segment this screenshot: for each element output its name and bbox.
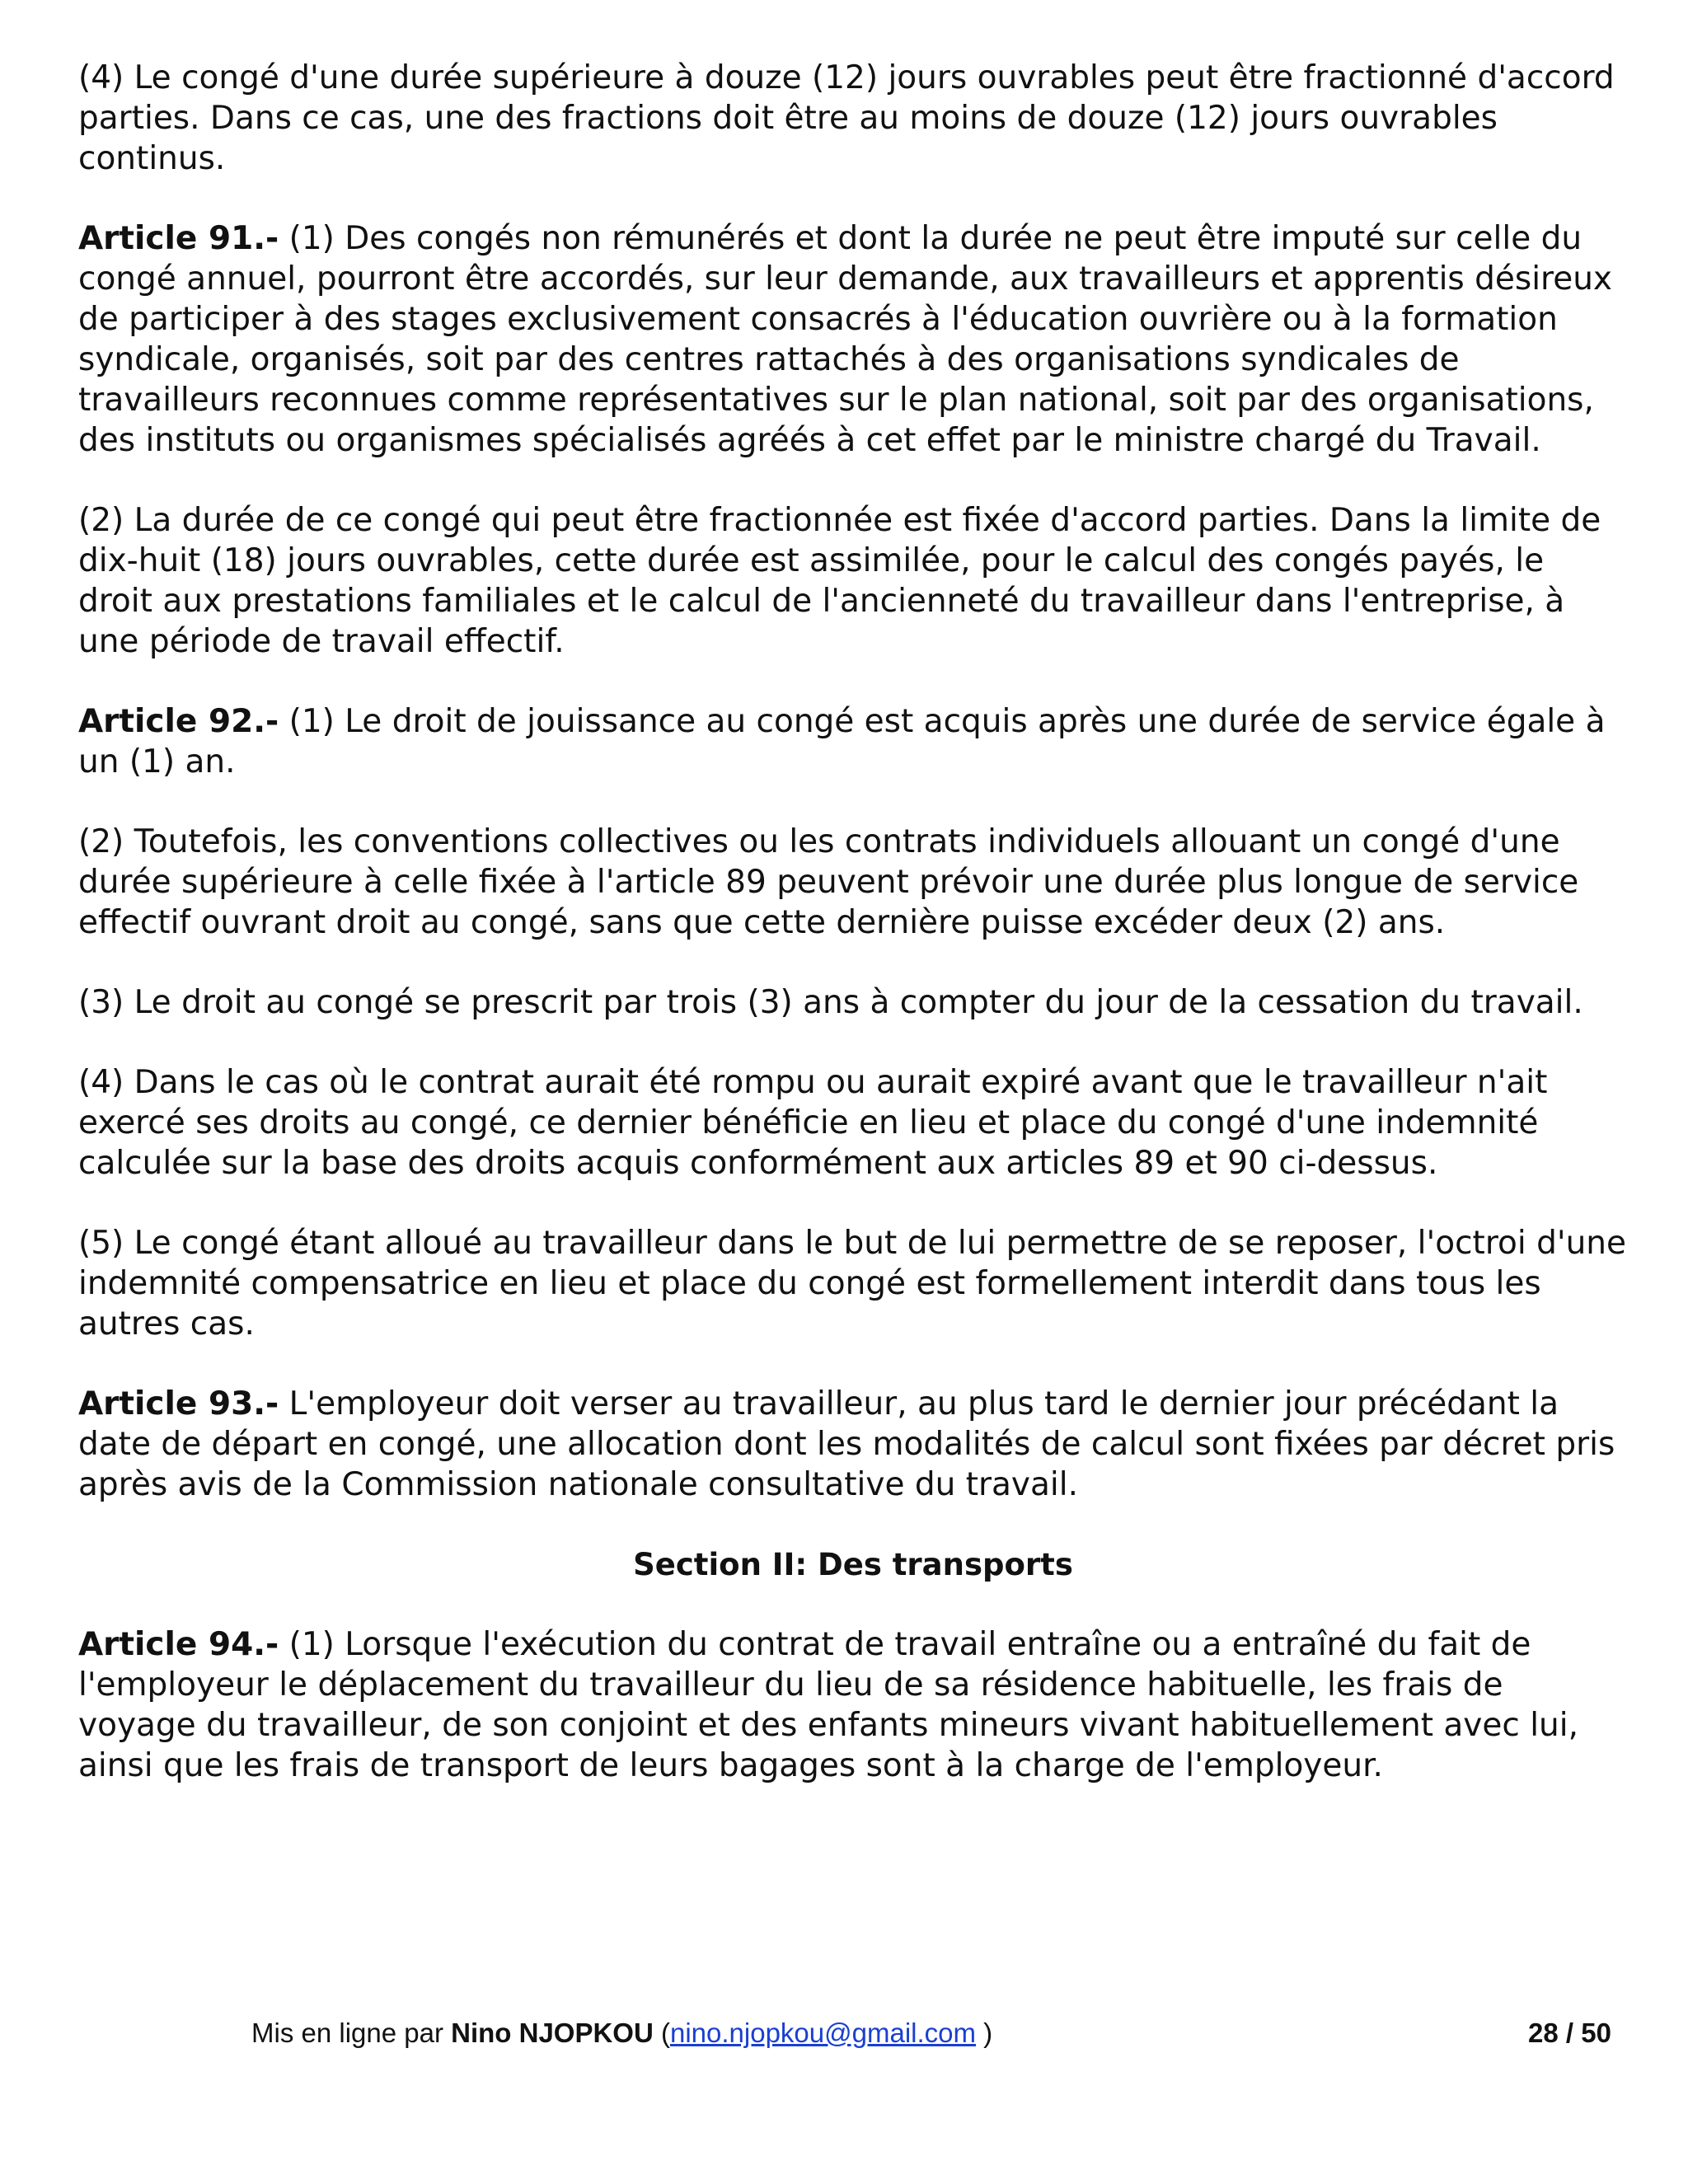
footer-prefix: Mis en ligne par bbox=[251, 2018, 452, 2048]
paragraph-text: L'employeur doit verser au travailleur, au plus tard le dernier jour précédant la date de départ en congé, une allocation dont les modalités de calcul sont fixées par décret pris après avis de la Commission nationale consultative du travail. bbox=[78, 1385, 1615, 1503]
article-92-paragraph-3 bbox=[78, 982, 1628, 1023]
page-number bbox=[1528, 2017, 1611, 2050]
paragraph-text: (4) Le congé d'une durée supérieure à douze (12) jours ouvrables peut être fractionné d'accord parties. Dans ce cas, une des fractions doit être au moins de douze (12) jours ouvrables continus. bbox=[78, 59, 1615, 177]
footer-author: Nino NJOPKOU bbox=[451, 2018, 654, 2048]
paragraph-text: (2) Toutefois, les conventions collectives ou les contrats individuels allouant un congé d'une durée supérieure à celle fixée à l'article 89 peuvent prévoir une durée plus longue de service effectif ouvrant droit au congé, sans que cette dernière puisse excéder deux (2) ans. bbox=[78, 823, 1579, 941]
footer-open-paren: ( bbox=[653, 2018, 670, 2048]
paragraph-text: (1) Le droit de jouissance au congé est acquis après une durée de service égale à un (1) an. bbox=[78, 703, 1606, 780]
article-91-paragraph-2 bbox=[78, 500, 1628, 662]
article-92-label: Article 92.- bbox=[78, 703, 279, 740]
paragraph-text: (5) Le congé étant alloué au travailleur dans le but de lui permettre de se reposer, l'octroi d'une indemnité compensatrice en lieu et place du congé est formellement interdit dans tous les autres cas. bbox=[78, 1225, 1626, 1343]
page-total: 50 bbox=[1581, 2018, 1611, 2048]
article-93-label: Article 93.- bbox=[78, 1385, 279, 1422]
paragraph-text: (2) La durée de ce congé qui peut être fractionnée est fixée d'accord parties. Dans la limite de dix-huit (18) jours ouvrables, cette durée est assimilée, pour le calcul des congés payés, le droit aux prestations familiales et le calcul de l'ancienneté du travailleur dans l'entreprise, à une période de travail effectif. bbox=[78, 502, 1601, 660]
section-heading: Section II: Des transports bbox=[633, 1547, 1073, 1582]
article-94-paragraph-1 bbox=[78, 1624, 1628, 1786]
article-92-paragraph-4 bbox=[78, 1062, 1628, 1183]
paragraph-text: (3) Le droit au congé se prescrit par trois (3) ans à compter du jour de la cessation du travail. bbox=[78, 984, 1583, 1021]
page-current: 28 bbox=[1528, 2018, 1559, 2048]
article-91-paragraph-1 bbox=[78, 218, 1628, 461]
paragraph-text: (1) Lorsque l'exécution du contrat de travail entraîne ou a entraîné du fait de l'employeur le déplacement du travailleur du lieu de sa résidence habituelle, les frais de voyage du travailleur, de son conjoint et des enfants mineurs vivant habituellement avec lui, ainsi que les frais de transport de leurs bagages sont à la charge de l'employeur. bbox=[78, 1626, 1578, 1784]
paragraph-text: (1) Des congés non rémunérés et dont la durée ne peut être imputé sur celle du congé annuel, pourront être accordés, sur leur demande, aux travailleurs et apprentis désireux de participer à des stages exclusivement consacrés à l'éducation ouvrière ou à la formation syndicale, organisés, soit par des centres rattachés à des organisations syndicales de travailleurs reconnues comme représentatives sur le plan national, soit par des organisations, des instituts ou organismes spécialisés agréés à cet effet par le ministre chargé du Travail. bbox=[78, 220, 1612, 459]
footer-credit bbox=[251, 2017, 992, 2050]
article-92-paragraph-1 bbox=[78, 701, 1628, 782]
paragraph-90-4 bbox=[78, 58, 1628, 179]
footer-email-link[interactable]: nino.njopkou@gmail.com bbox=[669, 2018, 977, 2048]
article-92-paragraph-2 bbox=[78, 822, 1628, 943]
page-footer bbox=[251, 2017, 1611, 2058]
article-92-paragraph-5 bbox=[78, 1223, 1628, 1344]
paragraph-text: (4) Dans le cas où le contrat aurait été rompu ou aurait expiré avant que le travailleur n'ait exercé ses droits au congé, ce dernier bénéficie en lieu et place du congé d'une indemnité calculée sur la base des droits acquis conformément aux articles 89 et 90 ci-dessus. bbox=[78, 1064, 1548, 1182]
article-93-paragraph-1 bbox=[78, 1384, 1628, 1505]
article-94-label: Article 94.- bbox=[78, 1626, 279, 1663]
document-page bbox=[78, 58, 1628, 1825]
footer-close-paren: ) bbox=[976, 2018, 993, 2048]
page-separator: / bbox=[1558, 2018, 1582, 2048]
article-91-label: Article 91.- bbox=[78, 220, 279, 257]
